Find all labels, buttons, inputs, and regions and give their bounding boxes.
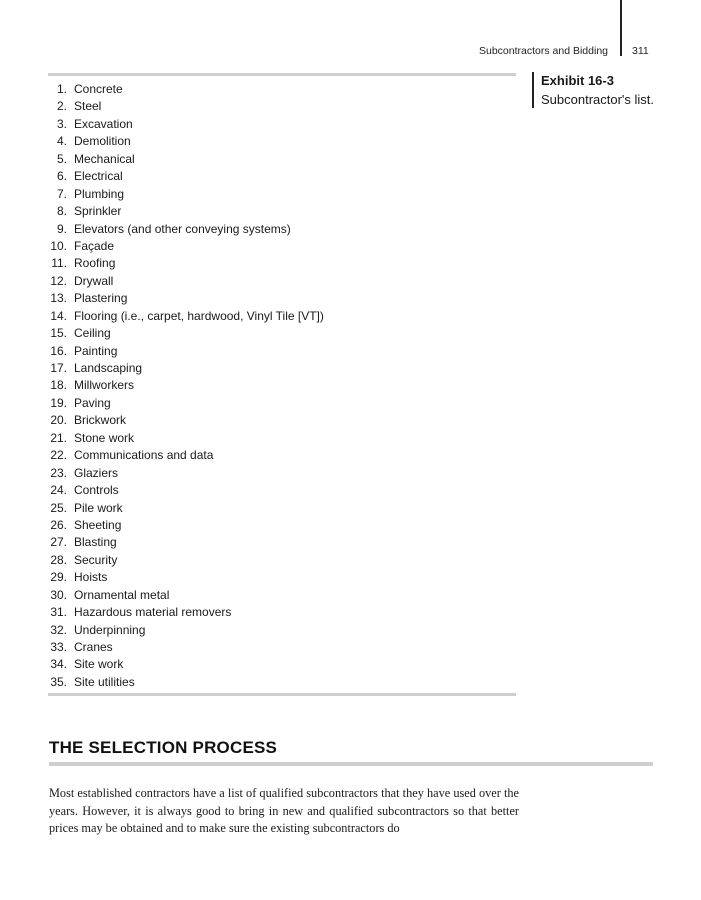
list-item-number: 20.	[50, 413, 67, 428]
list-item-name: Sprinkler	[74, 204, 122, 219]
list-item-name: Painting	[74, 343, 118, 358]
list-item-name: Façade	[74, 238, 115, 253]
list-item	[48, 308, 324, 325]
list-item	[48, 587, 324, 604]
list-item-number: 16.	[50, 343, 67, 358]
list-item-name: Concrete	[74, 82, 123, 96]
list-item-name: Hazardous material removers	[74, 605, 232, 620]
section-heading: THE SELECTION PROCESS	[49, 738, 278, 757]
list-item-number: 4.	[56, 134, 67, 149]
list-item	[48, 465, 324, 482]
list-item-name: Ornamental metal	[74, 587, 170, 602]
list-item-number: 7.	[56, 186, 67, 201]
list-item-number: 27.	[50, 535, 67, 550]
list-item	[48, 482, 324, 499]
list-item-number: 34.	[50, 657, 67, 672]
list-item	[48, 674, 324, 691]
list-item-number: 31.	[50, 605, 67, 620]
list-item	[48, 517, 324, 534]
list-item	[48, 412, 324, 429]
list-item	[48, 273, 324, 290]
list-item	[48, 81, 324, 98]
list-item-name: Elevators (and other conveying systems)	[74, 221, 291, 236]
list-item-number: 6.	[56, 169, 67, 184]
list-item-name: Communications and data	[74, 448, 214, 463]
list-item-name: Drywall	[74, 273, 114, 288]
list-item	[48, 604, 324, 621]
exhibit-caption: Subcontractor's list.	[541, 92, 655, 107]
list-item	[48, 377, 324, 394]
list-item-number: 2.	[56, 99, 67, 114]
list-item	[48, 168, 324, 185]
list-item-name: Blasting	[74, 535, 117, 550]
list-item	[48, 186, 324, 203]
list-item	[48, 656, 324, 673]
list-item	[48, 290, 324, 307]
list-item-number: 23.	[50, 465, 67, 480]
list-item-number: 28.	[50, 552, 67, 567]
list-item-name: Flooring (i.e., carpet, hardwood, Vinyl Tile [VT])	[74, 308, 324, 323]
list-item	[48, 255, 324, 272]
list-item	[48, 238, 324, 255]
list-item-name: Paving	[74, 395, 111, 410]
list-item-name: Site work	[74, 657, 124, 672]
list-item	[48, 203, 324, 220]
list-item-number: 25.	[50, 500, 67, 515]
list-item-name: Electrical	[74, 169, 123, 184]
list-item-number: 19.	[50, 395, 67, 410]
list-item-number: 22.	[50, 448, 67, 463]
list-item-number: 10.	[50, 238, 67, 253]
list-item-name: Sheeting	[74, 517, 122, 532]
body-paragraph: Most established contractors have a list of qualified subcontractors that they have used over the years. However, it is always good to bring in new and qualified subcontractors so that better prices may be obtained and to make sure the existing subcontractors do	[49, 786, 519, 835]
list-item-number: 35.	[50, 674, 67, 689]
list-item	[48, 430, 324, 447]
list-item-name: Stone work	[74, 430, 135, 445]
list-item-number: 15.	[50, 326, 67, 341]
list-item-number: 32.	[50, 622, 67, 637]
list-item-number: 24.	[50, 483, 67, 498]
list-item	[48, 98, 324, 115]
list-item-number: 11.	[51, 256, 67, 271]
list-item	[48, 639, 324, 656]
list-item	[48, 395, 324, 412]
list-item-name: Underpinning	[74, 622, 146, 637]
list-item-name: Plastering	[74, 291, 128, 306]
list-item-number: 14.	[50, 308, 67, 323]
list-item-number: 5.	[56, 151, 67, 166]
list-item-number: 9.	[56, 221, 67, 236]
list-item-name: Security	[74, 552, 118, 567]
list-item	[48, 325, 324, 342]
list-bottom-rule	[48, 693, 516, 696]
list-item-number: 21.	[50, 430, 67, 445]
list-item-number: 18.	[50, 378, 67, 393]
list-item	[48, 447, 324, 464]
page-number: 311	[632, 45, 649, 57]
list-item-number: 12.	[50, 273, 67, 288]
list-item	[48, 500, 324, 517]
list-item-name: Glaziers	[74, 465, 119, 480]
list-item	[48, 116, 324, 133]
list-item-number: 17.	[50, 361, 67, 375]
list-item	[48, 360, 324, 377]
list-item	[48, 622, 324, 639]
list-item-number: 1.	[56, 82, 67, 96]
list-item-name: Hoists	[74, 570, 108, 585]
list-item-number: 26.	[50, 517, 67, 532]
list-item	[48, 221, 324, 238]
exhibit-callout	[532, 72, 671, 108]
list-item-number: 33.	[50, 640, 67, 654]
list-top-rule	[48, 73, 516, 76]
list-item-name: Mechanical	[74, 151, 135, 166]
list-item-number: 30.	[50, 587, 67, 602]
section-rule	[49, 762, 653, 766]
list-item-number: 3.	[56, 116, 67, 131]
subcontractor-list	[48, 81, 324, 691]
running-head: Subcontractors and Bidding	[479, 45, 608, 57]
list-item-name: Site utilities	[74, 674, 135, 689]
list-item	[48, 569, 324, 586]
list-item-name: Steel	[74, 99, 102, 114]
list-item	[48, 343, 324, 360]
list-item-name: Brickwork	[74, 413, 127, 428]
list-item-number: 13.	[50, 291, 67, 306]
list-item-name: Controls	[74, 483, 119, 498]
list-item-number: 8.	[56, 204, 67, 219]
list-item-name: Plumbing	[74, 186, 125, 201]
list-item-name: Excavation	[74, 116, 133, 131]
list-item	[48, 151, 324, 168]
exhibit-label: Exhibit 16-3	[541, 73, 614, 88]
list-item	[48, 133, 324, 150]
list-item-name: Demolition	[74, 134, 131, 149]
list-item-name: Millworkers	[74, 378, 134, 393]
list-item	[48, 534, 324, 551]
list-item-name: Ceiling	[74, 326, 111, 341]
list-item-name: Cranes	[74, 640, 113, 654]
header-vertical-rule	[620, 0, 622, 56]
list-item	[48, 552, 324, 569]
list-item-number: 29.	[50, 570, 67, 585]
list-item-name: Pile work	[74, 500, 123, 515]
list-item-name: Roofing	[74, 256, 116, 271]
list-item-name: Landscaping	[74, 361, 143, 375]
